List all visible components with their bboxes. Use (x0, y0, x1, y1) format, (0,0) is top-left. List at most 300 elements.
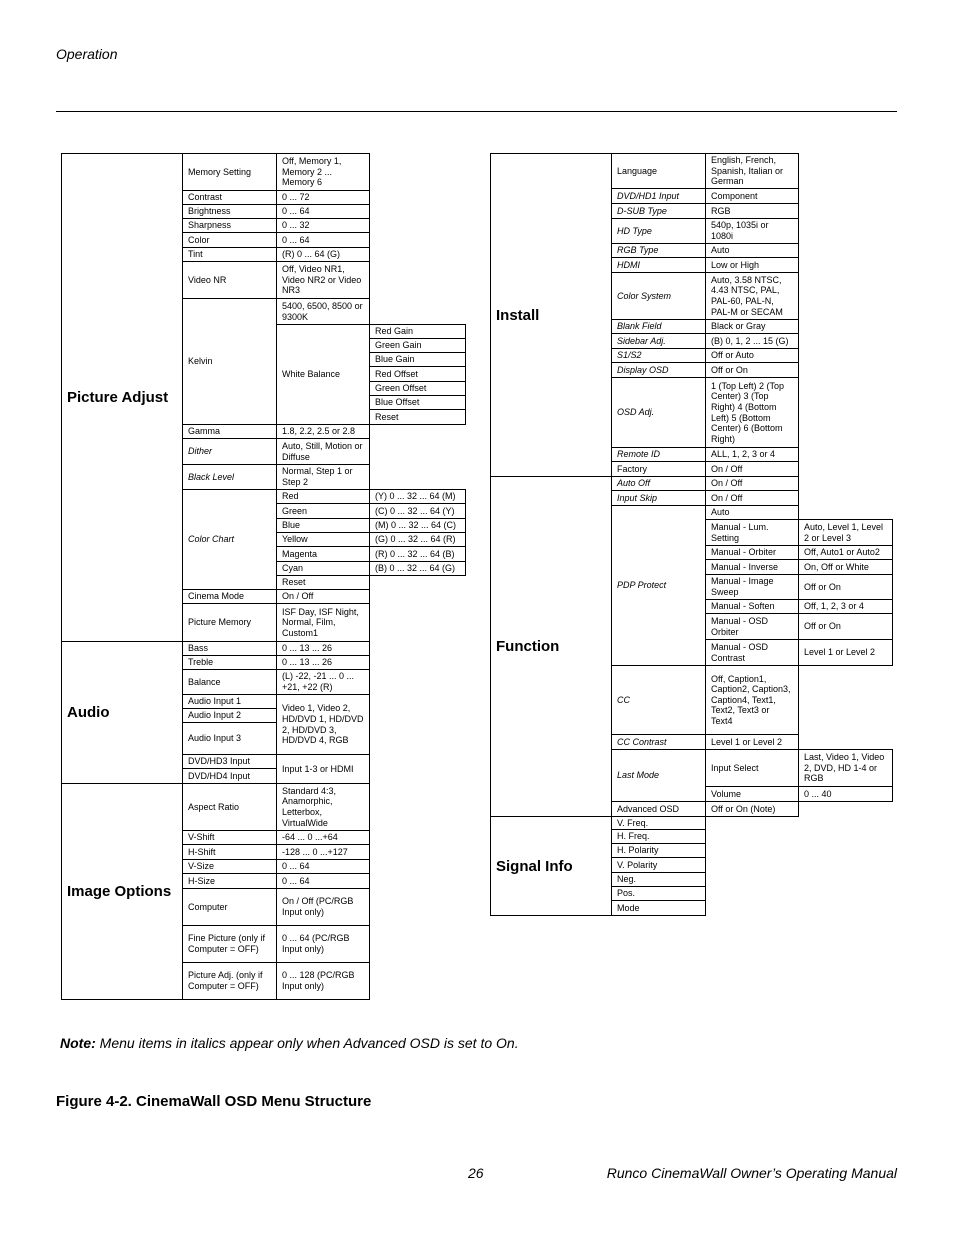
menu-cell-text: 5400, 6500, 8500 or 9300K (282, 300, 363, 322)
menu-value (705, 257, 799, 273)
menu-value (276, 783, 370, 831)
menu-item (182, 218, 277, 233)
menu-cell-text: Auto, 3.58 NTSC, 4.43 NTSC, PAL, PAL-60, PAL-N, PAL-M or SECAM (711, 274, 783, 317)
menu-item (611, 153, 706, 189)
menu-cell-text: Last Mode (617, 770, 660, 781)
menu-subitem (276, 503, 370, 519)
menu-cell-text: Yellow (282, 534, 308, 545)
menu-item (182, 783, 277, 831)
menu-value (798, 559, 893, 575)
menu-cell-text: DVD/HD4 Input (188, 770, 251, 781)
menu-value (705, 188, 799, 204)
menu-cell-text: (G) 0 ... 32 ... 64 (R) (375, 534, 456, 545)
menu-subitem (369, 381, 466, 396)
menu-cell-text: Input Skip (617, 492, 658, 503)
menu-value (276, 298, 370, 325)
note (60, 1035, 519, 1051)
menu-item (182, 424, 277, 439)
menu-cell-text: Volume (711, 788, 742, 799)
menu-cell-text: Sidebar Adj. (617, 335, 666, 346)
menu-value (798, 519, 893, 546)
menu-cell-text: Color (188, 234, 210, 245)
menu-item (182, 722, 277, 755)
menu-cell-text: D-SUB Type (617, 205, 667, 216)
menu-item (182, 489, 277, 590)
menu-cell-text: RGB Type (617, 245, 659, 256)
menu-item (611, 188, 706, 204)
menu-item (611, 218, 706, 244)
menu-cell-text: Magenta (282, 548, 318, 559)
menu-value (276, 873, 370, 889)
menu-subitem (276, 561, 370, 576)
menu-cell-text: Audio (67, 704, 110, 721)
menu-item (182, 844, 277, 860)
menu-cell-text: Last, Video 1, Video 2, DVD, HD 1-4 or RGB (804, 752, 885, 784)
menu-cell-text: Aspect Ratio (188, 801, 240, 812)
menu-item (182, 655, 277, 670)
menu-cell-text: 0 ... 13 ... 26 (282, 657, 333, 668)
menu-value (798, 749, 893, 787)
menu-cell-text: 1 (Top Left) 2 (Top Center) 3 (Top Right) 4 (Bottom Left) 5 (Bottom Center) 6 (Bottom Right) (711, 380, 785, 444)
menu-cell-text: On / Off (711, 492, 743, 503)
menu-value (705, 362, 799, 378)
menu-cell-text: H-Size (188, 875, 216, 886)
menu-cell-text: Dither (188, 446, 213, 457)
menu-item (611, 203, 706, 219)
menu-cell-text: Memory Setting (188, 166, 252, 177)
menu-value (705, 203, 799, 219)
menu-value (798, 613, 893, 640)
menu-value (276, 603, 370, 642)
menu-value (705, 243, 799, 258)
menu-cell-text: Manual - Inverse (711, 561, 779, 572)
menu-cell-text: ALL, 1, 2, 3 or 4 (711, 449, 776, 460)
menu-item (611, 362, 706, 378)
menu-cell-text: (L) -22, -21 ... 0 ... +21, +22 (R) (282, 671, 355, 692)
menu-cell-text: Reset (282, 577, 306, 588)
menu-item (182, 261, 277, 299)
menu-item (182, 859, 277, 874)
menu-cell-text: H. Freq. (617, 831, 650, 842)
menu-subitem (276, 575, 370, 590)
menu-cell-text: (M) 0 ... 32 ... 64 (C) (375, 520, 457, 531)
menu-item (182, 247, 277, 262)
menu-cell-text: Red (282, 491, 299, 502)
menu-cell-text: Off or Auto (711, 350, 754, 361)
menu-item (611, 319, 706, 334)
menu-cell-text: -64 ... 0 ...+64 (282, 832, 338, 843)
menu-cell-text: Manual - OSD Orbiter (711, 615, 769, 637)
menu-value (705, 461, 799, 477)
menu-cell-text: Language (617, 165, 658, 176)
section-function (490, 476, 612, 817)
menu-cell-text: Off or On (804, 621, 841, 632)
menu-cell-text: Tint (188, 249, 203, 260)
menu-value (276, 962, 370, 1000)
menu-cell-text: Black or Gray (711, 321, 766, 332)
menu-cell-text: Kelvin (188, 356, 213, 367)
menu-cell-text: Manual - Image Sweep (711, 576, 774, 597)
menu-cell-text: PDP Protect (617, 580, 667, 591)
menu-cell-text: 0 ... 128 (PC/RGB Input only) (282, 970, 355, 991)
menu-item (182, 464, 277, 490)
menu-cell-text: Blank Field (617, 321, 662, 332)
menu-cell-text: Treble (188, 657, 214, 668)
menu-value (705, 377, 799, 448)
menu-item (182, 925, 277, 963)
menu-value (705, 665, 799, 735)
menu-item (182, 873, 277, 889)
menu-value (369, 518, 466, 533)
menu-cell-text: Video NR (188, 274, 227, 285)
menu-subitem (705, 559, 799, 575)
menu-cell-text: On, Off or White (804, 561, 869, 572)
menu-cell-text: Off, Video NR1, Video NR2 or Video NR3 (282, 264, 362, 296)
header-title: Operation (56, 46, 118, 62)
menu-cell-text: Picture Adj. (only if Computer = OFF) (188, 970, 263, 991)
menu-value (705, 333, 799, 349)
menu-cell-text: On / Off (711, 463, 743, 474)
menu-subitem (369, 338, 466, 353)
menu-cell-text: English, French, Spanish, Italian or German (711, 155, 784, 187)
menu-value (798, 599, 893, 614)
menu-item (182, 708, 277, 723)
menu-cell-text: Brightness (188, 206, 231, 217)
manual-title: Runco CinemaWall Owner’s Operating Manual (606, 1165, 897, 1181)
menu-subitem (705, 599, 799, 614)
menu-cell-text: H. Polarity (617, 845, 659, 856)
menu-cell-text: HD Type (617, 225, 652, 236)
menu-cell-text: OSD Adj. (617, 407, 655, 418)
menu-cell-text: Off, 1, 2, 3 or 4 (804, 601, 864, 612)
menu-cell-text: 0 ... 64 (282, 234, 310, 245)
menu-cell-text: Balance (188, 676, 221, 687)
menu-cell-text: Green (282, 505, 308, 516)
menu-subitem (276, 518, 370, 533)
menu-item (611, 490, 706, 506)
menu-cell-text: Pos. (617, 888, 636, 899)
menu-cell-text: Picture Adjust (67, 389, 169, 406)
menu-cell-text: Auto Off (617, 478, 651, 489)
menu-cell-text: Video 1, Video 2, HD/DVD 1, HD/DVD 2, HD/DVD 3, HD/DVD 4, RGB (282, 703, 364, 746)
menu-item (611, 505, 706, 666)
menu-value (798, 786, 893, 802)
menu-value (276, 204, 370, 219)
menu-item (182, 232, 277, 248)
menu-cell-text: Manual - Lum. Setting (711, 521, 769, 543)
menu-item (182, 438, 277, 465)
menu-subitem (369, 366, 466, 382)
menu-value (369, 561, 466, 576)
menu-value (705, 476, 799, 491)
menu-value (705, 153, 799, 189)
menu-value (276, 888, 370, 926)
menu-cell-text: 0 ... 64 (PC/RGB Input only) (282, 933, 350, 954)
menu-cell-text: 0 ... 32 (282, 220, 310, 231)
menu-value (276, 247, 370, 262)
menu-item (182, 603, 277, 642)
menu-cell-text: Contrast (188, 192, 223, 203)
section-install (490, 153, 612, 477)
section-picture-adjust (61, 153, 183, 642)
section-signal-info (490, 816, 612, 916)
menu-cell-text: Mode (617, 902, 640, 913)
menu-cell-text: (R) 0 ... 64 (G) (282, 249, 341, 260)
menu-subitem (276, 532, 370, 547)
menu-value (276, 641, 370, 656)
menu-cell-text: Auto, Level 1, Level 2 or Level 3 (804, 521, 884, 543)
menu-cell-text: Off or On (711, 364, 748, 375)
menu-cell-text: RGB (711, 205, 731, 216)
menu-item (611, 377, 706, 448)
menu-item (611, 900, 706, 916)
menu-value (276, 589, 370, 604)
menu-cell-text: Off or On (Note) (711, 803, 776, 814)
menu-cell-text: Advanced OSD (617, 803, 680, 814)
menu-item (182, 694, 277, 709)
menu-subitem (369, 395, 466, 410)
menu-item (611, 829, 706, 844)
menu-item (182, 298, 277, 425)
menu-cell-text: Blue Offset (375, 397, 420, 408)
menu-value (705, 801, 799, 817)
menu-subitem (369, 409, 466, 425)
menu-cell-text: Color System (617, 290, 672, 301)
menu-value (369, 503, 466, 519)
menu-item (182, 669, 277, 695)
menu-subitem (276, 546, 370, 562)
menu-cell-text: (R) 0 ... 32 ... 64 (B) (375, 548, 455, 559)
menu-subitem (705, 613, 799, 640)
menu-item (182, 190, 277, 205)
menu-item (182, 204, 277, 219)
menu-cell-text: ISF Day, ISF Night, Normal, Film, Custom1 (282, 606, 359, 638)
menu-cell-text: Cinema Mode (188, 591, 245, 602)
menu-cell-text: Red Offset (375, 368, 418, 379)
menu-subitem (705, 545, 799, 560)
menu-value (369, 489, 466, 504)
menu-cell-text: Blue (282, 520, 301, 531)
menu-cell-text: Manual - Orbiter (711, 547, 777, 558)
menu-cell-text: On / Off (711, 478, 743, 489)
menu-cell-text: Off, Caption1, Caption2, Caption3, Caption4, Text1, Text2, Text3 or Text4 (711, 673, 791, 726)
menu-cell-text: Bass (188, 643, 209, 654)
menu-cell-text: Image Options (67, 883, 172, 900)
menu-subitem (276, 324, 370, 425)
note-text: Menu items in italics appear only when Advanced OSD is set to On. (99, 1035, 519, 1051)
menu-value (705, 447, 799, 462)
menu-cell-text: Reset (375, 411, 399, 422)
menu-value (276, 464, 370, 490)
menu-item (611, 872, 706, 887)
menu-subitem (705, 505, 799, 520)
menu-cell-text: Manual - OSD Contrast (711, 641, 769, 663)
menu-subitem (705, 574, 799, 600)
menu-value (798, 639, 893, 666)
menu-item (611, 243, 706, 258)
menu-value (276, 859, 370, 874)
menu-cell-text: Display OSD (617, 364, 669, 375)
menu-cell-text: (Y) 0 ... 32 ... 64 (M) (375, 491, 456, 502)
menu-cell-text: Low or High (711, 259, 760, 270)
menu-subitem (705, 786, 799, 802)
menu-item (182, 962, 277, 1000)
figure-caption: Figure 4-2. CinemaWall OSD Menu Structure (56, 1093, 372, 1110)
menu-item (182, 768, 277, 784)
menu-item (611, 257, 706, 273)
menu-value (276, 424, 370, 439)
menu-cell-text: Picture Memory (188, 617, 252, 628)
page-number: 26 (468, 1165, 484, 1181)
menu-cell-text: Install (496, 306, 540, 324)
menu-cell-text: Color Chart (188, 534, 235, 545)
menu-cell-text: Off or On (804, 581, 841, 592)
menu-cell-text: V-Shift (188, 832, 215, 843)
menu-item (611, 476, 706, 491)
menu-subitem (276, 489, 370, 504)
menu-cell-text: (B) 0, 1, 2 ... 15 (G) (711, 335, 789, 346)
menu-item (611, 461, 706, 477)
menu-value (369, 546, 466, 562)
menu-cell-text: 540p, 1035i or 1080i (711, 220, 769, 241)
menu-cell-text: (B) 0 ... 32 ... 64 (G) (375, 563, 456, 574)
menu-item (611, 857, 706, 873)
menu-cell-text: Sharpness (188, 220, 232, 231)
menu-cell-text: DVD/HD3 Input (188, 756, 251, 767)
menu-item (611, 801, 706, 817)
menu-value (705, 272, 799, 320)
menu-cell-text: Normal, Step 1 or Step 2 (282, 466, 353, 487)
menu-cell-text: Remote ID (617, 449, 661, 460)
menu-item (182, 830, 277, 845)
menu-cell-text: Gamma (188, 426, 221, 437)
menu-cell-text: 0 ... 64 (282, 206, 310, 217)
menu-value (276, 261, 370, 299)
menu-cell-text: Auto (711, 245, 730, 256)
note-label: Note: (60, 1035, 96, 1051)
menu-item (182, 888, 277, 926)
menu-cell-text: Input Select (711, 762, 759, 773)
menu-cell-text: Audio Input 2 (188, 710, 242, 721)
menu-cell-text: Standard 4:3, Anamorphic, Letterbox, VirtualWide (282, 785, 337, 828)
menu-value (276, 844, 370, 860)
menu-item (182, 153, 277, 191)
menu-cell-text: Red Gain (375, 326, 414, 337)
menu-cell-text: On / Off (282, 591, 314, 602)
menu-subitem (705, 639, 799, 666)
menu-value (705, 490, 799, 506)
menu-cell-text: On / Off (PC/RGB Input only) (282, 896, 354, 917)
menu-item (611, 447, 706, 462)
menu-item (611, 734, 706, 750)
menu-cell-text: Manual - Soften (711, 601, 775, 612)
menu-value (369, 532, 466, 547)
menu-cell-text: Black Level (188, 471, 235, 482)
menu-cell-text: Off, Auto1 or Auto2 (804, 547, 880, 558)
menu-value (276, 925, 370, 963)
menu-cell-text: Auto, Still, Motion or Diffuse (282, 440, 363, 462)
menu-value (705, 348, 799, 363)
menu-cell-text: Auto (711, 507, 730, 518)
menu-subitem (705, 519, 799, 546)
menu-cell-text: CC (617, 694, 630, 705)
menu-item (611, 348, 706, 363)
menu-item (611, 272, 706, 320)
menu-item (182, 589, 277, 604)
menu-cell-text: Green Gain (375, 340, 422, 351)
menu-value (276, 754, 370, 784)
menu-cell-text: 0 ... 64 (282, 875, 310, 886)
menu-item (611, 886, 706, 901)
menu-cell-text: Input 1-3 or HDMI (282, 763, 354, 774)
section-image-options (61, 783, 183, 1000)
menu-value (276, 153, 370, 191)
menu-value (705, 734, 799, 750)
menu-subitem (705, 749, 799, 787)
menu-cell-text: Blue Gain (375, 354, 415, 365)
menu-item (611, 749, 706, 802)
menu-cell-text: Green Offset (375, 383, 427, 394)
menu-cell-text: V. Polarity (617, 859, 658, 870)
menu-cell-text: Audio Input 3 (188, 733, 242, 744)
menu-cell-text: Audio Input 1 (188, 696, 242, 707)
menu-value (276, 694, 370, 755)
menu-cell-text: HDMI (617, 259, 640, 270)
menu-value (705, 218, 799, 244)
menu-cell-text: V. Freq. (617, 817, 649, 828)
menu-cell-text: Level 1 or Level 2 (711, 736, 783, 747)
menu-cell-text: Neg. (617, 874, 637, 885)
menu-item (611, 665, 706, 735)
menu-cell-text: 0 ... 13 ... 26 (282, 643, 333, 654)
menu-value (276, 655, 370, 670)
menu-cell-text: White Balance (282, 369, 341, 380)
menu-cell-text: H-Shift (188, 846, 216, 857)
menu-value (798, 574, 893, 600)
menu-cell-text: S1/S2 (617, 350, 642, 361)
menu-cell-text: 1.8, 2.2, 2.5 or 2.8 (282, 426, 356, 437)
menu-item (611, 816, 706, 830)
menu-cell-text: 0 ... 64 (282, 861, 310, 872)
menu-cell-text: Cyan (282, 563, 304, 574)
menu-cell-text: Factory (617, 463, 648, 474)
menu-cell-text: Signal Info (496, 857, 573, 875)
menu-value (276, 669, 370, 695)
menu-cell-text: V-Size (188, 861, 215, 872)
menu-item (182, 641, 277, 656)
menu-cell-text: -128 ... 0 ...+127 (282, 846, 348, 857)
menu-value (276, 232, 370, 248)
menu-value (798, 545, 893, 560)
menu-value (276, 830, 370, 845)
menu-subitem (369, 352, 466, 367)
menu-item (611, 333, 706, 349)
menu-cell-text: 0 ... 72 (282, 192, 310, 203)
menu-cell-text: (C) 0 ... 32 ... 64 (Y) (375, 505, 455, 516)
menu-cell-text: Function (496, 638, 560, 655)
menu-cell-text: Fine Picture (only if Computer = OFF) (188, 933, 266, 954)
menu-cell-text: CC Contrast (617, 736, 667, 747)
menu-item (611, 843, 706, 858)
menu-item (182, 754, 277, 769)
menu-cell-text: 0 ... 40 (804, 788, 832, 799)
menu-cell-text: DVD/HD1 Input (617, 190, 680, 201)
section-audio (61, 641, 183, 784)
menu-cell-text: Computer (188, 901, 228, 912)
menu-value (705, 319, 799, 334)
menu-cell-text: Level 1 or Level 2 (804, 647, 876, 658)
menu-value (276, 218, 370, 233)
